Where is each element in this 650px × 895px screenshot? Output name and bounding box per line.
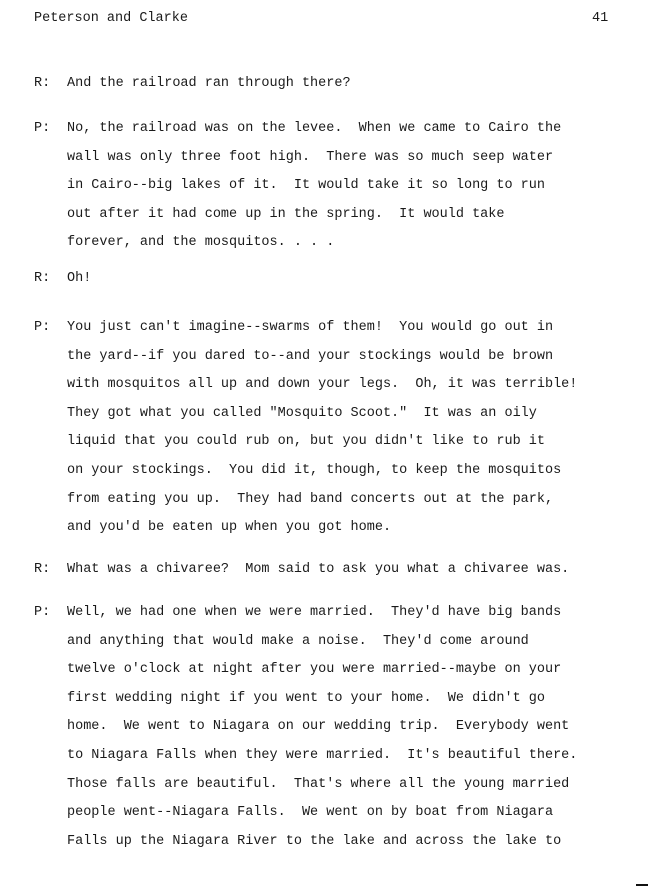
- transcript-line: people went--Niagara Falls. We went on by boat from Niagara: [67, 805, 554, 821]
- page-number: 41: [592, 11, 609, 26]
- transcript-line: the yard--if you dared to--and your stockings would be brown: [67, 348, 554, 364]
- transcript-line: What was a chivaree? Mom said to ask you what a chivaree was.: [67, 562, 570, 577]
- speaker-label: R:: [34, 562, 51, 577]
- page-edge-mark: [636, 884, 648, 886]
- speaker-label: P:: [34, 605, 51, 620]
- transcript-line: on your stockings. You did it, though, to keep the mosquitos: [67, 463, 562, 478]
- transcript-line: No, the railroad was on the levee. When we came to Cairo the: [67, 121, 562, 136]
- transcript-line: from eating you up. They had band concerts out at the park,: [67, 491, 554, 507]
- transcript-line: Oh!: [67, 271, 92, 286]
- transcript-line: And the railroad ran through there?: [67, 76, 351, 91]
- transcript-line: Well, we had one when we were married. They'd have big bands: [67, 605, 562, 620]
- transcript-line: They got what you called "Mosquito Scoot." It was an oily: [67, 405, 537, 421]
- speaker-label: P:: [34, 121, 51, 136]
- transcript-line: with mosquitos all up and down your legs. Oh, it was terrible!: [67, 377, 578, 393]
- speaker-label: P:: [34, 320, 51, 335]
- transcript-line: first wedding night if you went to your home. We didn't go: [67, 690, 545, 706]
- header-title: Peterson and Clarke: [34, 11, 188, 26]
- transcript-line: twelve o'clock at night after you were married--maybe on your: [67, 662, 562, 678]
- transcript-line: Those falls are beautiful. That's where all the young married: [67, 776, 570, 792]
- transcript-line: liquid that you could rub on, but you didn't like to rub it: [67, 434, 545, 450]
- transcript-line: Falls up the Niagara River to the lake and across the lake to: [67, 833, 562, 849]
- transcript-line: home. We went to Niagara on our wedding trip. Everybody went: [67, 719, 570, 735]
- transcript-line: out after it had come up in the spring. It would take: [67, 206, 505, 222]
- transcript-line: wall was only three foot high. There was so much seep water: [67, 149, 554, 165]
- transcript-line: and you'd be eaten up when you got home.: [67, 520, 392, 536]
- transcript-line: and anything that would make a noise. They'd come around: [67, 633, 529, 649]
- speaker-label: R:: [34, 76, 51, 91]
- transcript-line: forever, and the mosquitos. . . .: [67, 235, 335, 251]
- transcript-line: in Cairo--big lakes of it. It would take it so long to run: [67, 178, 545, 194]
- transcript-line: to Niagara Falls when they were married. It's beautiful there.: [67, 748, 578, 763]
- transcript-line: You just can't imagine--swarms of them! You would go out in: [67, 320, 554, 335]
- speaker-label: R:: [34, 271, 51, 286]
